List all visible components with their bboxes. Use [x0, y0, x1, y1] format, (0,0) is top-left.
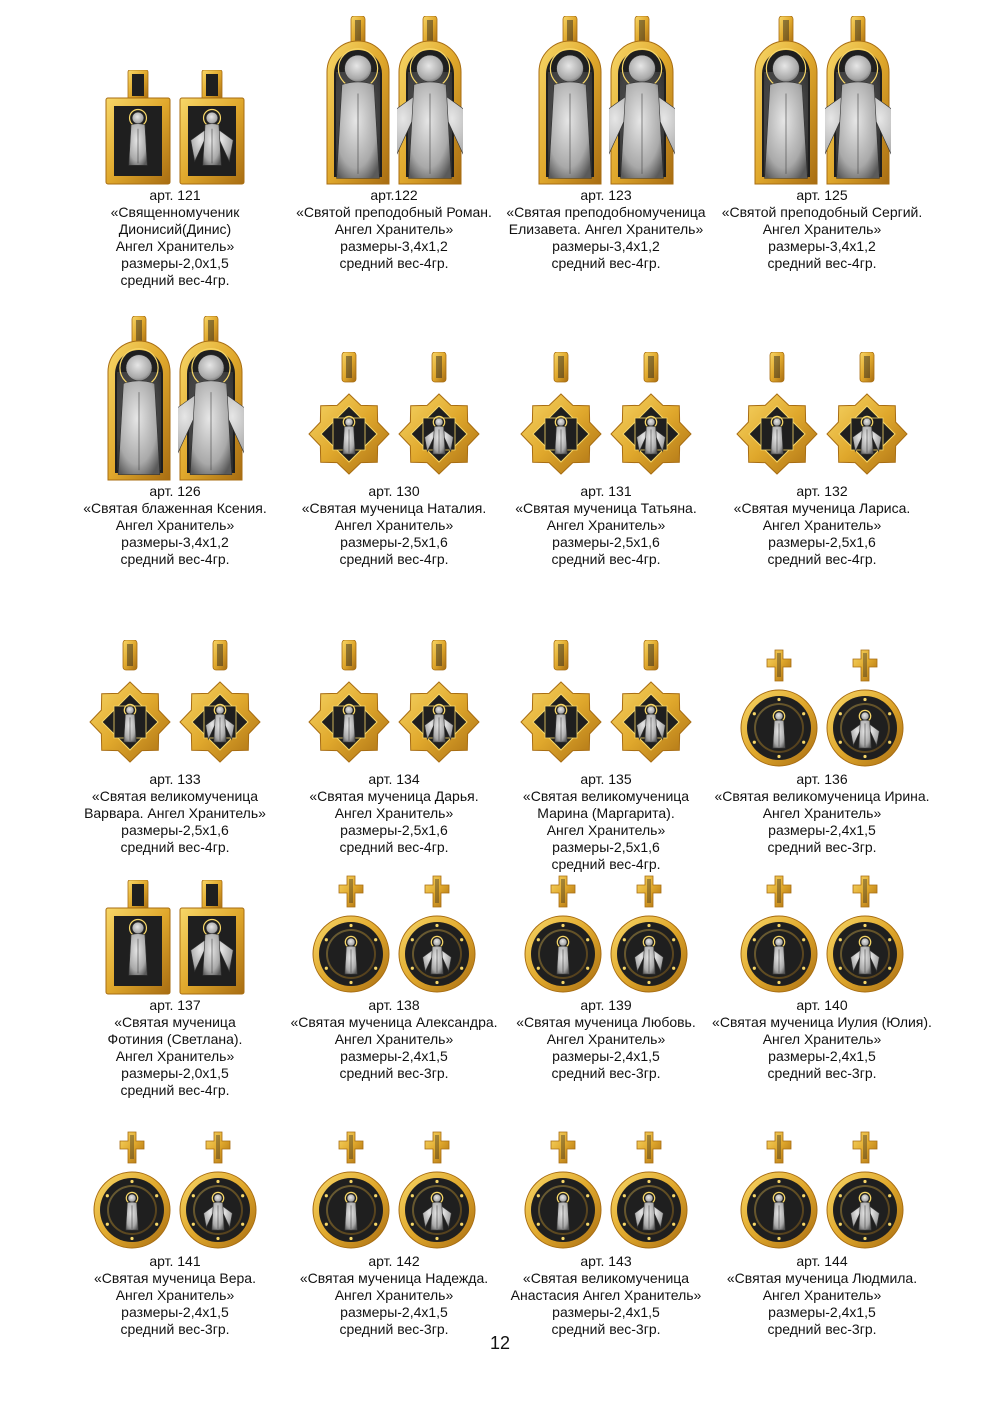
item-name-line: Ангел Хранитель»: [762, 517, 882, 533]
item-name-line: Марина (Маргарита).: [537, 805, 675, 821]
article-number: арт. 137: [149, 997, 201, 1013]
page-number: 12: [489, 1333, 511, 1353]
pendant-images: [491, 1122, 721, 1252]
item-size: размеры-2,0x1,5: [121, 1065, 229, 1081]
item-weight: средний вес-3гр.: [767, 1321, 877, 1337]
item-caption: [60, 1253, 290, 1338]
article-number: арт. 131: [580, 483, 632, 499]
item-caption: [279, 1253, 509, 1338]
item-weight: средний вес-4гр.: [120, 272, 230, 288]
guardian-angel-icon: [609, 352, 693, 482]
item-name-line: Фотиния (Светлана).: [107, 1031, 243, 1047]
article-number: арт. 136: [796, 771, 848, 787]
item-name-line: Ангел Хранитель»: [546, 822, 666, 838]
item-name-line: Варвара. Ангел Хранитель»: [84, 805, 266, 821]
item-name-line: «Святая великомученица: [522, 788, 690, 804]
item-size: размеры-2,5x1,6: [340, 822, 448, 838]
guardian-angel-icon: [397, 874, 477, 996]
item-name-line: «Святая великомученица Ирина.: [714, 788, 930, 804]
guardian-angel-icon: [825, 352, 909, 482]
item-weight: средний вес-3гр.: [767, 1065, 877, 1081]
item-name-line: Ангел Хранитель»: [762, 805, 882, 821]
item-name-line: «Святая мученица Иулия (Юлия).: [712, 1014, 932, 1030]
catalog-item: [279, 1122, 509, 1338]
pendant-images: [491, 40, 721, 186]
item-name-line: Елизавета. Ангел Хранитель»: [508, 221, 704, 237]
saint-icon: [307, 640, 391, 770]
article-number: арт.122: [370, 187, 418, 203]
item-caption: [60, 997, 290, 1099]
item-weight: средний вес-4гр.: [551, 255, 661, 271]
item-name-line: «Святая мученица Людмила.: [726, 1270, 918, 1286]
item-size: размеры-2,5x1,6: [552, 839, 660, 855]
article-number: арт. 133: [149, 771, 201, 787]
catalog-item: [707, 1122, 937, 1338]
catalog-item: [60, 600, 290, 856]
item-name-line: Ангел Хранитель»: [115, 1048, 235, 1064]
saint-icon: [537, 16, 603, 186]
catalog-item: [279, 600, 509, 856]
guardian-angel-icon: [825, 874, 905, 996]
guardian-angel-icon: [178, 70, 246, 186]
item-size: размеры-2,5x1,6: [552, 534, 660, 550]
item-name-line: Ангел Хранитель»: [334, 805, 454, 821]
saint-icon: [735, 352, 819, 482]
item-size: размеры-2,4x1,5: [768, 1048, 876, 1064]
pendant-images: [707, 866, 937, 996]
item-caption: [707, 771, 937, 856]
saint-icon: [104, 880, 172, 996]
saint-icon: [311, 874, 391, 996]
item-caption: [707, 483, 937, 568]
item-name-line: «Святая мученица Александра.: [290, 1014, 498, 1030]
item-name-line: «Святая мученица Наталия.: [301, 500, 487, 516]
item-size: размеры-2,4x1,5: [768, 1304, 876, 1320]
item-name-line: «Святая великомученица: [91, 788, 259, 804]
item-name-line: Ангел Хранитель»: [115, 238, 235, 254]
saint-icon: [325, 16, 391, 186]
item-weight: средний вес-3гр.: [339, 1321, 449, 1337]
item-weight: средний вес-4гр.: [120, 839, 230, 855]
item-name-line: Ангел Хранитель»: [334, 517, 454, 533]
item-name-line: Ангел Хранитель»: [115, 1287, 235, 1303]
saint-icon: [739, 648, 819, 770]
item-name-line: Ангел Хранитель»: [762, 221, 882, 237]
item-name-line: Ангел Хранитель»: [762, 1031, 882, 1047]
item-caption: [491, 997, 721, 1082]
catalog-item: [60, 312, 290, 568]
item-caption: [60, 187, 290, 289]
guardian-angel-icon: [609, 874, 689, 996]
saint-icon: [311, 1130, 391, 1252]
saint-icon: [739, 1130, 819, 1252]
article-number: арт. 121: [149, 187, 201, 203]
pendant-images: [707, 1122, 937, 1252]
article-number: арт. 144: [796, 1253, 848, 1269]
guardian-angel-icon: [178, 640, 262, 770]
item-name-line: «Святая преподобномученица: [506, 204, 706, 220]
catalog-item: [491, 866, 721, 1082]
item-caption: [60, 771, 290, 856]
pendant-images: [279, 1122, 509, 1252]
pendant-images: [491, 600, 721, 770]
item-caption: [279, 997, 509, 1082]
item-name-line: Ангел Хранитель»: [334, 1287, 454, 1303]
article-number: арт. 132: [796, 483, 848, 499]
item-size: размеры-2,4x1,5: [552, 1048, 660, 1064]
pendant-images: [279, 600, 509, 770]
item-weight: средний вес-4гр.: [551, 856, 661, 872]
guardian-angel-icon: [178, 880, 246, 996]
catalog-item: [491, 312, 721, 568]
pendant-images: [60, 866, 290, 996]
item-weight: средний вес-3гр.: [339, 1065, 449, 1081]
item-name-line: «Святая мученица Дарья.: [309, 788, 479, 804]
pendant-images: [60, 1122, 290, 1252]
item-name-line: Ангел Хранитель»: [334, 1031, 454, 1047]
saint-icon: [739, 874, 819, 996]
item-caption: [279, 187, 509, 272]
item-name-line: Ангел Хранитель»: [546, 1031, 666, 1047]
item-size: размеры-3,4x1,2: [552, 238, 660, 254]
guardian-angel-icon: [825, 648, 905, 770]
item-weight: средний вес-4гр.: [339, 255, 449, 271]
item-weight: средний вес-3гр.: [551, 1065, 661, 1081]
article-number: арт. 143: [580, 1253, 632, 1269]
catalog-item: [279, 40, 509, 272]
item-weight: средний вес-3гр.: [767, 839, 877, 855]
pendant-images: [491, 866, 721, 996]
article-number: арт. 140: [796, 997, 848, 1013]
item-name-line: «Святой преподобный Сергий.: [721, 204, 923, 220]
article-number: арт. 130: [368, 483, 420, 499]
item-size: размеры-3,4x1,2: [768, 238, 876, 254]
article-number: арт. 138: [368, 997, 420, 1013]
catalog-item: [707, 312, 937, 568]
item-size: размеры-2,0x1,5: [121, 255, 229, 271]
item-size: размеры-2,4x1,5: [340, 1048, 448, 1064]
saint-icon: [753, 16, 819, 186]
guardian-angel-icon: [178, 316, 244, 482]
item-size: размеры-3,4x1,2: [340, 238, 448, 254]
guardian-angel-icon: [609, 640, 693, 770]
item-size: размеры-2,4x1,5: [552, 1304, 660, 1320]
catalog-item: [707, 40, 937, 272]
item-name-line: Дионисий(Динис): [118, 221, 232, 237]
article-number: арт. 141: [149, 1253, 201, 1269]
pendant-images: [60, 312, 290, 482]
guardian-angel-icon: [609, 16, 675, 186]
item-name-line: Анастасия Ангел Хранитель»: [510, 1287, 702, 1303]
article-number: арт. 134: [368, 771, 420, 787]
item-name-line: «Святая мученица Лариса.: [733, 500, 911, 516]
catalog-item: [60, 1122, 290, 1338]
catalog-item: [279, 866, 509, 1082]
item-name-line: «Святая мученица Надежда.: [299, 1270, 489, 1286]
item-caption: [60, 483, 290, 568]
item-caption: [707, 1253, 937, 1338]
item-caption: [491, 1253, 721, 1338]
item-caption: [707, 187, 937, 272]
guardian-angel-icon: [609, 1130, 689, 1252]
item-name-line: Ангел Хранитель»: [115, 517, 235, 533]
item-name-line: «Святая мученица: [114, 1014, 236, 1030]
item-weight: средний вес-4гр.: [120, 551, 230, 567]
saint-icon: [307, 352, 391, 482]
item-name-line: «Святая великомученица: [522, 1270, 690, 1286]
item-caption: [491, 187, 721, 272]
item-size: размеры-2,5x1,6: [768, 534, 876, 550]
item-name-line: «Священномученик: [110, 204, 240, 220]
item-name-line: «Святая блаженная Ксения.: [83, 500, 267, 516]
guardian-angel-icon: [178, 1130, 258, 1252]
item-name-line: «Святая мученица Любовь.: [516, 1014, 696, 1030]
article-number: арт. 125: [796, 187, 848, 203]
item-size: размеры-2,4x1,5: [340, 1304, 448, 1320]
guardian-angel-icon: [397, 16, 463, 186]
saint-icon: [523, 1130, 603, 1252]
item-name-line: «Святая мученица Татьяна.: [515, 500, 697, 516]
saint-icon: [92, 1130, 172, 1252]
saint-icon: [106, 316, 172, 482]
saint-icon: [519, 352, 603, 482]
catalog-item: [491, 600, 721, 873]
pendant-images: [491, 312, 721, 482]
item-caption: [279, 483, 509, 568]
pendant-images: [707, 600, 937, 770]
catalog-item: [707, 866, 937, 1082]
pendant-images: [279, 312, 509, 482]
saint-icon: [523, 874, 603, 996]
item-name-line: Ангел Хранитель»: [762, 1287, 882, 1303]
saint-icon: [519, 640, 603, 770]
article-number: арт. 139: [580, 997, 632, 1013]
saint-icon: [104, 70, 172, 186]
item-size: размеры-2,4x1,5: [768, 822, 876, 838]
item-size: размеры-3,4x1,2: [121, 534, 229, 550]
item-caption: [707, 997, 937, 1082]
guardian-angel-icon: [397, 1130, 477, 1252]
guardian-angel-icon: [397, 640, 481, 770]
catalog-item: [60, 40, 290, 289]
article-number: арт. 126: [149, 483, 201, 499]
item-size: размеры-2,5x1,6: [121, 822, 229, 838]
item-caption: [279, 771, 509, 856]
catalog-item: [279, 312, 509, 568]
guardian-angel-icon: [825, 16, 891, 186]
item-name-line: «Святой преподобный Роман.: [296, 204, 492, 220]
item-size: размеры-2,5x1,6: [340, 534, 448, 550]
article-number: арт. 142: [368, 1253, 420, 1269]
item-weight: средний вес-4гр.: [339, 839, 449, 855]
pendant-images: [279, 866, 509, 996]
article-number: арт. 135: [580, 771, 632, 787]
item-caption: [491, 483, 721, 568]
item-weight: средний вес-4гр.: [767, 255, 877, 271]
guardian-angel-icon: [825, 1130, 905, 1252]
item-weight: средний вес-4гр.: [120, 1082, 230, 1098]
saint-icon: [88, 640, 172, 770]
pendant-images: [707, 312, 937, 482]
item-weight: средний вес-4гр.: [551, 551, 661, 567]
pendant-images: [60, 40, 290, 186]
item-name-line: «Святая мученица Вера.: [94, 1270, 256, 1286]
guardian-angel-icon: [397, 352, 481, 482]
catalog-item: [707, 600, 937, 856]
catalog-item: [491, 40, 721, 272]
item-weight: средний вес-4гр.: [767, 551, 877, 567]
item-weight: средний вес-3гр.: [551, 1321, 661, 1337]
item-weight: средний вес-4гр.: [339, 551, 449, 567]
item-name-line: Ангел Хранитель»: [334, 221, 454, 237]
pendant-images: [60, 600, 290, 770]
pendant-images: [279, 40, 509, 186]
item-weight: средний вес-3гр.: [120, 1321, 230, 1337]
item-name-line: Ангел Хранитель»: [546, 517, 666, 533]
article-number: арт. 123: [580, 187, 632, 203]
item-size: размеры-2,4x1,5: [121, 1304, 229, 1320]
item-caption: [491, 771, 721, 873]
pendant-images: [707, 40, 937, 186]
catalog-item: [491, 1122, 721, 1338]
catalog-item: [60, 866, 290, 1099]
